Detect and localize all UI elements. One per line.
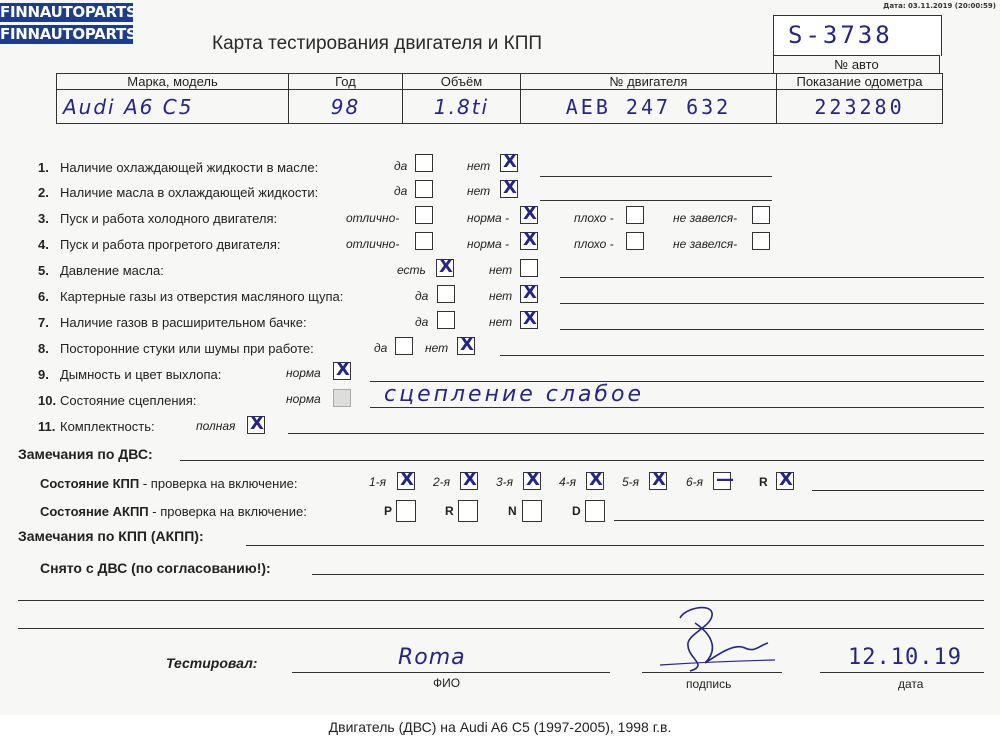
- remark-line: [560, 303, 984, 304]
- gear-label: 4-я: [559, 475, 577, 489]
- date-line: [820, 672, 984, 673]
- page-title: Карта тестирования двигателя и КПП: [212, 33, 543, 54]
- option-label: норма -: [467, 237, 510, 251]
- item-text: Пуск и работа холодного двигателя:: [60, 211, 278, 226]
- checkbox-yes[interactable]: [436, 256, 454, 277]
- item-number: 6.: [38, 289, 49, 304]
- option-label: плохо -: [574, 211, 614, 225]
- col-engine-number: № двигателя: [521, 74, 777, 90]
- remark-line: [540, 200, 772, 201]
- remark-line: [180, 460, 984, 461]
- checkbox-normal[interactable]: [333, 359, 351, 380]
- position-label: R: [445, 504, 454, 518]
- check-mark-icon: X: [336, 359, 350, 380]
- checkbox-gear-6[interactable]: [713, 469, 734, 490]
- check-mark-icon: X: [589, 469, 603, 490]
- item-text: Комплектность:: [60, 419, 155, 434]
- checkbox-bad[interactable]: [626, 206, 644, 224]
- checkbox-gear-5[interactable]: [649, 469, 667, 490]
- date-stamp: Дата: 03.11.2019 (20:00:59): [883, 2, 996, 10]
- gear-label: 3-я: [496, 475, 514, 489]
- item-text: Состояние сцепления:: [60, 393, 197, 408]
- item-number: 5.: [38, 263, 49, 278]
- item-text: Посторонние стуки или шумы при работе:: [60, 341, 314, 356]
- option-label: отлично-: [346, 237, 400, 251]
- checkbox-no[interactable]: [500, 177, 518, 198]
- item-text: Пуск и работа прогретого двигателя:: [60, 237, 281, 252]
- checkbox-no[interactable]: [520, 308, 538, 329]
- option-label: есть: [397, 263, 426, 277]
- gear-label: 6-я: [686, 475, 704, 489]
- check-mark-icon: X: [250, 413, 264, 434]
- remark-line: [18, 628, 984, 629]
- checkbox-yes[interactable]: [415, 180, 433, 198]
- auto-gearbox-label: Состояние АКПП - проверка на включение:: [40, 504, 307, 519]
- gearbox-remarks-label: Замечания по КПП (АКПП):: [18, 528, 204, 544]
- option-label: нет: [467, 159, 491, 173]
- checkbox-position-n[interactable]: [522, 500, 542, 522]
- checkbox-no[interactable]: [457, 334, 475, 355]
- signature-icon: [650, 603, 780, 683]
- item-number: 10.: [38, 393, 57, 408]
- option-label: да: [394, 159, 408, 173]
- gear-label: R: [759, 475, 768, 489]
- option-label: нет: [489, 289, 513, 303]
- checkbox-yes[interactable]: [437, 285, 455, 303]
- engine-remarks-label: Замечания по ДВС:: [18, 446, 153, 462]
- option-label: норма: [286, 366, 321, 380]
- name-caption: ФИО: [433, 676, 461, 690]
- check-mark-icon: X: [503, 151, 517, 172]
- signature-caption: подпись: [686, 677, 732, 691]
- remark-line: [560, 277, 984, 278]
- remark-line: [614, 520, 984, 521]
- position-label: N: [508, 504, 517, 518]
- check-mark-icon: X: [652, 469, 666, 490]
- checkbox-excellent[interactable]: [415, 232, 433, 250]
- check-mark-icon: X: [503, 177, 517, 198]
- gear-label: 1-я: [369, 475, 387, 489]
- checkbox-position-p[interactable]: [396, 500, 416, 522]
- dash-mark-icon: —: [716, 469, 734, 490]
- check-mark-icon: X: [779, 469, 793, 490]
- item-text: Дымность и цвет выхлопа:: [60, 367, 222, 382]
- remark-line: [246, 545, 984, 546]
- check-mark-icon: X: [463, 469, 477, 490]
- check-mark-icon: X: [523, 229, 537, 250]
- test-date: 12.10.19: [848, 645, 962, 670]
- auto-number-value: S-3738: [788, 21, 893, 49]
- value-make-model: Audi A6 C5: [57, 90, 289, 124]
- brand-logo-bottom: FINNAUTOPARTS: [0, 25, 137, 43]
- item-number: 1.: [38, 160, 49, 175]
- removed-label: Снято с ДВС (по согласованию!):: [40, 560, 271, 576]
- checkbox-no[interactable]: [520, 282, 538, 303]
- option-label: отлично-: [346, 211, 400, 225]
- option-label: плохо -: [574, 237, 614, 251]
- checkbox-bad[interactable]: [626, 232, 644, 250]
- option-label: норма: [286, 392, 321, 406]
- checkbox-no[interactable]: [500, 151, 518, 172]
- check-mark-icon: X: [523, 282, 537, 303]
- option-label: да: [415, 315, 429, 329]
- item-number: 7.: [38, 315, 49, 330]
- checkbox-no[interactable]: [520, 259, 538, 277]
- check-mark-icon: X: [460, 334, 474, 355]
- option-label: не завелся-: [673, 237, 738, 251]
- position-label: P: [384, 504, 393, 518]
- item-number: 8.: [38, 341, 49, 356]
- option-label: да: [415, 289, 429, 303]
- checkbox-yes[interactable]: [395, 337, 413, 355]
- checkbox-gear-r[interactable]: [776, 469, 794, 490]
- brand-logo-top: FINNAUTOPARTS: [0, 3, 137, 21]
- value-engine-number: AEB 247 632: [521, 90, 777, 124]
- option-label: да: [374, 341, 388, 355]
- remark-line: [312, 574, 984, 575]
- remark-line: [370, 407, 984, 408]
- value-volume: 1.8ti: [403, 90, 521, 124]
- auto-number-box: [773, 15, 942, 56]
- checkbox-excellent[interactable]: [415, 206, 433, 224]
- option-label: не завелся-: [673, 211, 738, 225]
- checkbox-gear-1[interactable]: [397, 469, 415, 490]
- signature-line: [642, 672, 782, 673]
- image-caption: Двигатель (ДВС) на Audi A6 C5 (1997-2005), 1998 г.в.: [328, 719, 672, 735]
- remark-line: [812, 490, 984, 491]
- checkbox-normal[interactable]: [520, 229, 538, 250]
- item-number: 2.: [38, 185, 49, 200]
- check-mark-icon: X: [523, 308, 537, 329]
- col-year: Год: [289, 74, 403, 90]
- option-label: да: [394, 184, 408, 198]
- checkbox-normal[interactable]: [333, 389, 351, 407]
- checkbox-gear-2[interactable]: [460, 469, 478, 490]
- checkbox-gear-3[interactable]: [523, 469, 541, 490]
- option-label: нет: [489, 315, 513, 329]
- gear-label: 2-я: [433, 475, 451, 489]
- item-number: 3.: [38, 211, 49, 226]
- name-line: [292, 672, 610, 673]
- date-caption: дата: [898, 677, 924, 691]
- tested-label: Тестировал:: [166, 655, 258, 671]
- item-text: Давление масла:: [60, 263, 164, 278]
- col-make-model: Марка, модель: [57, 74, 289, 90]
- value-year: 98: [289, 90, 403, 124]
- remark-line: [560, 329, 984, 330]
- item-number: 4.: [38, 237, 49, 252]
- checkbox-no-start[interactable]: [752, 206, 770, 224]
- item-text: Наличие охлаждающей жидкости в масле:: [60, 160, 319, 175]
- option-label: нет: [425, 341, 449, 355]
- option-label: норма -: [467, 211, 510, 225]
- remark-line: [288, 433, 984, 434]
- option-label: нет: [489, 263, 513, 277]
- remark-line: [500, 355, 984, 356]
- gearbox-label: Состояние КПП - проверка на включение:: [40, 476, 298, 491]
- checkbox-full[interactable]: [247, 413, 265, 434]
- checkbox-gear-4[interactable]: [586, 469, 604, 490]
- col-odometer: Показание одометра: [777, 74, 943, 90]
- vehicle-header-table: [56, 73, 943, 124]
- checkbox-normal[interactable]: [520, 203, 538, 224]
- check-mark-icon: X: [526, 469, 540, 490]
- tester-name: Roma: [398, 645, 466, 670]
- remark-line: [540, 176, 772, 177]
- check-mark-icon: X: [400, 469, 414, 490]
- auto-number-label: № авто: [773, 55, 940, 73]
- gear-label: 5-я: [622, 475, 640, 489]
- item-number: 11.: [38, 419, 56, 434]
- check-mark-icon: X: [439, 256, 453, 277]
- checkbox-yes[interactable]: [437, 311, 455, 329]
- checkbox-no-start[interactable]: [752, 232, 770, 250]
- col-volume: Объём: [403, 74, 521, 90]
- checkbox-position-d[interactable]: [585, 500, 605, 522]
- item-text: Наличие масла в охлаждающей жидкости:: [60, 185, 319, 200]
- option-label: полная: [196, 419, 236, 433]
- checkbox-position-r[interactable]: [458, 500, 478, 522]
- item-number: 9.: [38, 367, 49, 382]
- remark-line: [18, 600, 984, 601]
- clutch-note: сцепление слабое: [384, 382, 644, 407]
- option-label: нет: [467, 184, 491, 198]
- item-text: Картерные газы из отверстия масляного щупа:: [60, 289, 344, 304]
- value-odometer: 223280: [777, 90, 943, 124]
- position-label: D: [572, 504, 581, 518]
- item-text: Наличие газов в расширительном бачке:: [60, 315, 307, 330]
- check-mark-icon: X: [523, 203, 537, 224]
- checkbox-yes[interactable]: [415, 154, 433, 172]
